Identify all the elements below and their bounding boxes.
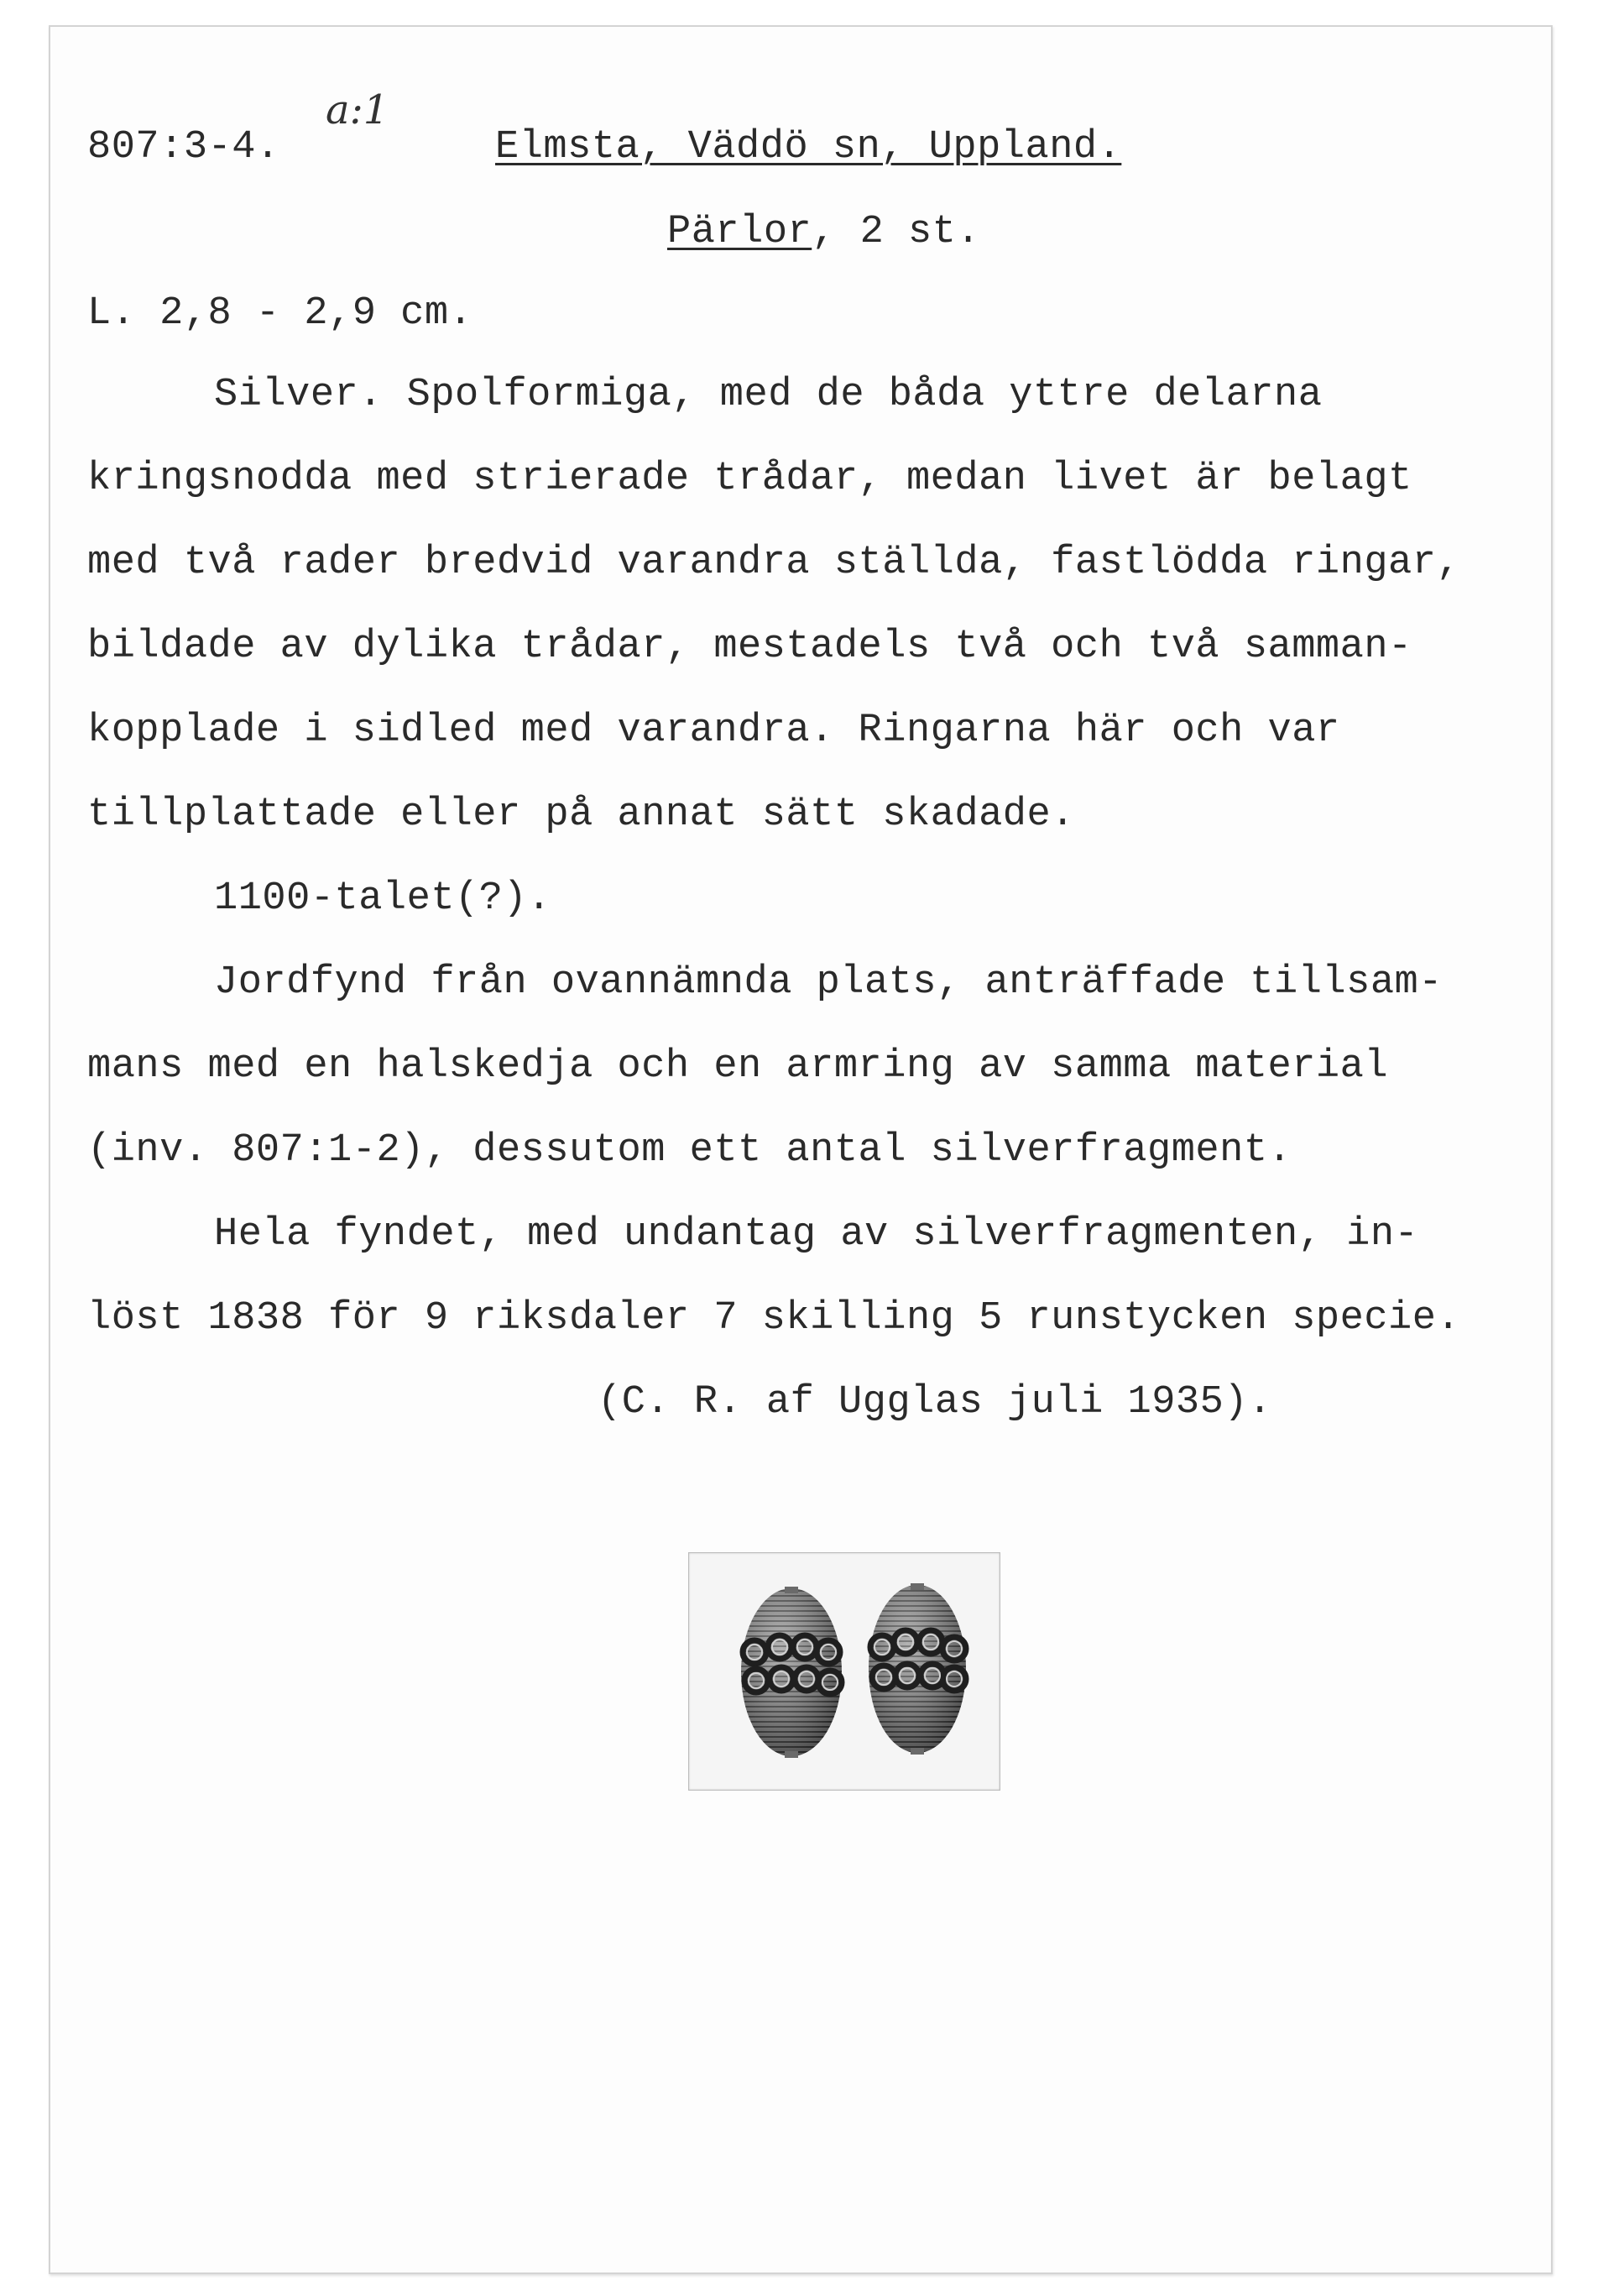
acquisition-line: löst 1838 för 9 riksdaler 7 skilling 5 runstycken specie.: [87, 1296, 1461, 1341]
object-heading: [667, 208, 980, 257]
catalog-card: [49, 25, 1553, 2274]
object-count: , 2 st.: [812, 210, 981, 254]
dimensions: L. 2,8 - 2,9 cm.: [87, 291, 473, 336]
description-line: tillplattade eller på annat sätt skadade.: [87, 792, 1075, 837]
description-line: bildade av dylika trådar, mestadels två och två samman-: [87, 625, 1412, 669]
acquisition-line: Hela fyndet, med undantag av silverfragmenten, in-: [214, 1212, 1419, 1257]
bead-illustration: [689, 1553, 1000, 1790]
author-signature: (C. R. af Ugglas juli 1935).: [598, 1380, 1272, 1425]
bead-photograph: [688, 1552, 1000, 1791]
description-line: med två rader bredvid varandra ställda, fastlödda ringar,: [87, 541, 1461, 585]
bead-left: [741, 1587, 842, 1758]
description-line: kopplade i sidled med varandra. Ringarna här och var: [87, 709, 1340, 753]
find-line: mans med en halskedja och en armring av samma material: [87, 1044, 1389, 1089]
dating: 1100-talet(?).: [214, 876, 551, 921]
object-name: Pärlor: [667, 210, 812, 254]
bead-right: [869, 1583, 966, 1755]
location-heading: Elmsta, Väddö sn, Uppland.: [495, 125, 1122, 170]
description-line: Silver. Spolformiga, med de båda yttre delarna: [214, 373, 1323, 417]
handwritten-mark: a:1: [326, 86, 389, 133]
find-line: (inv. 807:1-2), dessutom ett antal silverfragment.: [87, 1128, 1292, 1173]
inventory-number: 807:3-4.: [87, 125, 280, 170]
description-line: kringsnodda med strierade trådar, medan livet är belagt: [87, 457, 1412, 501]
find-line: Jordfynd från ovannämnda plats, anträffade tillsam-: [214, 960, 1443, 1005]
